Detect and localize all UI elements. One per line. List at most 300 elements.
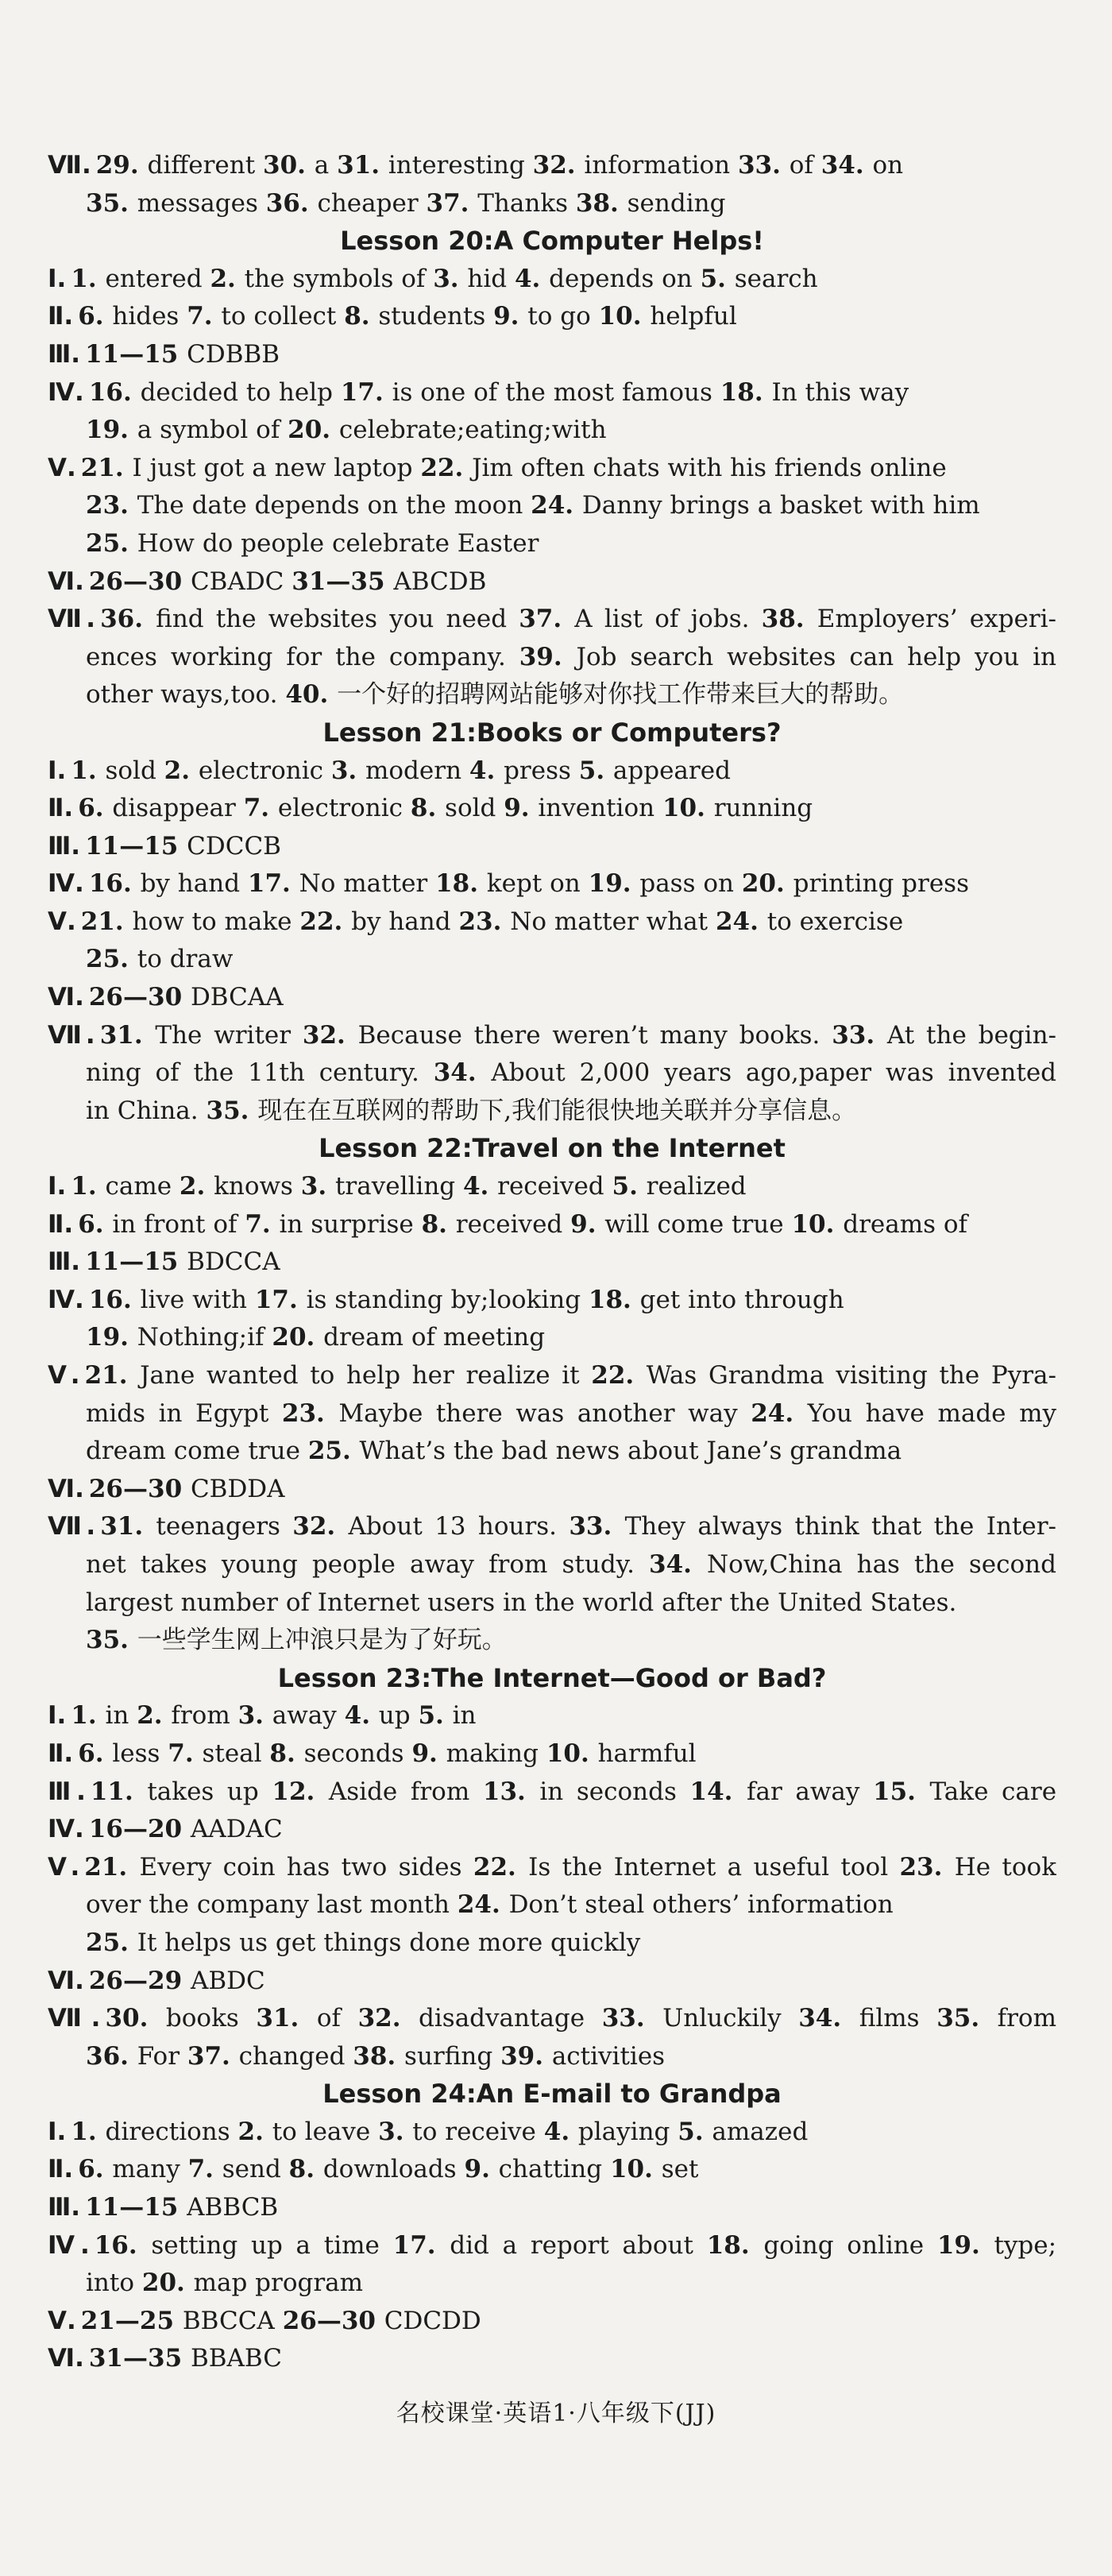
answer-text: on — [872, 151, 904, 180]
answer-text: kept on — [486, 869, 581, 899]
answer-text: printing press — [793, 869, 969, 899]
answer-line — [48, 1168, 1056, 1206]
continued-text: ning of the 11th century. — [86, 1058, 419, 1088]
answer-text: Danny brings a basket with him — [581, 491, 980, 520]
question-number: 22. — [473, 1852, 529, 1882]
answer-text: will come true — [604, 1209, 784, 1239]
answer-text: modern — [365, 756, 462, 785]
section-numeral: Ⅰ. — [48, 1701, 67, 1731]
answer-text: For — [137, 2041, 180, 2071]
question-number: 32. — [532, 151, 585, 180]
question-number: 38. — [353, 2041, 405, 2071]
answer-line — [48, 1244, 1056, 1282]
question-number: 5. — [578, 756, 613, 785]
question-number: 25. — [307, 1437, 360, 1466]
question-number: 9. — [570, 1209, 605, 1239]
answer-text: Don’t steal others’ information — [508, 1890, 894, 1920]
answer-text: About 13 hours. — [348, 1512, 558, 1541]
section-numeral: Ⅱ. — [48, 794, 74, 823]
question-number: 24. — [751, 1398, 808, 1428]
answer-text: entered — [105, 264, 203, 293]
question-number: 17. — [392, 2230, 450, 2260]
question-number: 23. — [899, 1852, 955, 1882]
question-number: 16. — [88, 869, 141, 899]
answer-text: They always think that the Inter- — [624, 1512, 1056, 1541]
answer-line — [48, 487, 1056, 525]
question-number: 32. — [302, 1020, 358, 1050]
answer-text: hides — [112, 302, 180, 331]
question-number: 26—29 — [88, 1966, 191, 1995]
question-number: 10. — [609, 2155, 662, 2184]
question-number: 7. — [243, 794, 278, 823]
question-number: 35. — [206, 1096, 258, 1125]
question-number: 31—35 — [292, 567, 394, 596]
answer-text: I just got a new laptop — [132, 453, 413, 482]
question-number: 35. — [86, 188, 137, 218]
answer-text: in — [452, 1701, 477, 1731]
answer-line — [48, 676, 1056, 714]
question-number: 21. — [84, 1852, 140, 1882]
answer-text: by hand — [351, 907, 451, 936]
answer-text: amazed — [712, 2117, 809, 2146]
continued-text: into — [86, 2269, 135, 2298]
answer-text: No matter what — [510, 907, 709, 936]
question-number: 33. — [601, 2004, 663, 2033]
answer-text: disadvantage — [419, 2004, 585, 2033]
question-number: 18. — [720, 377, 772, 407]
answer-text: to leave — [272, 2117, 371, 2146]
question-number: 24. — [457, 1890, 509, 1920]
answer-text: came — [105, 1172, 172, 1201]
answer-text: did a report about — [450, 2230, 693, 2260]
lesson-heading: Lesson 20:A Computer Helps! — [340, 226, 764, 257]
question-number: 19. — [588, 869, 640, 899]
answer-text: find the websites you need — [156, 605, 508, 634]
question-number: 26—30 — [88, 567, 191, 596]
answer-text: invention — [538, 794, 655, 823]
section-numeral: Ⅳ. — [48, 869, 84, 899]
question-number: 17. — [254, 1285, 307, 1314]
answer-line — [48, 1886, 1056, 1924]
question-number: 31. — [99, 1020, 156, 1050]
question-number: 38. — [575, 188, 627, 218]
answer-line — [48, 1584, 1056, 1623]
answer-text: CDBBB — [187, 339, 280, 369]
section-numeral: Ⅲ. — [48, 831, 81, 861]
answer-text: pass on — [639, 869, 734, 899]
answer-line — [48, 2038, 1056, 2076]
answer-line — [48, 1357, 1056, 1395]
answer-text: information — [584, 151, 731, 180]
question-number: 12. — [272, 1777, 329, 1806]
answer-line — [48, 1093, 1056, 1131]
question-number: 8. — [344, 302, 379, 331]
question-number: 35. — [936, 2004, 998, 2033]
answer-line — [48, 563, 1056, 601]
answer-line — [48, 336, 1056, 374]
answer-text: Unluckily — [662, 2004, 782, 2033]
question-number: 4. — [344, 1701, 379, 1731]
answer-text: takes up — [147, 1777, 259, 1806]
answer-text: changed — [238, 2041, 346, 2071]
answer-line — [48, 1206, 1056, 1244]
answer-text: Jim often chats with his friends online — [472, 453, 947, 482]
answer-line — [48, 865, 1056, 903]
answer-text: far away — [747, 1777, 860, 1806]
section-numeral: Ⅱ. — [48, 1209, 74, 1239]
answer-text: sold — [105, 756, 156, 785]
question-number: 36. — [100, 605, 156, 634]
question-number: 39. — [519, 642, 577, 671]
lesson-heading: Lesson 21:Books or Computers? — [322, 717, 782, 748]
answer-line — [48, 1735, 1056, 1773]
answer-text: in seconds — [539, 1777, 677, 1806]
question-number: 33. — [737, 151, 790, 180]
continued-text: mids in Egypt — [86, 1398, 269, 1428]
answer-text: a — [314, 151, 330, 180]
question-number: 25. — [86, 945, 137, 974]
answer-line — [48, 1849, 1056, 1887]
question-number: 31. — [256, 2004, 317, 2033]
answer-text: cheaper — [317, 188, 419, 218]
question-number: 8. — [410, 794, 446, 823]
answer-text: Thanks — [477, 188, 569, 218]
answer-text: chatting — [498, 2155, 603, 2184]
question-number: 18. — [435, 869, 487, 899]
question-number: 32. — [357, 2004, 419, 2033]
answer-text: get into through — [639, 1285, 844, 1314]
answer-text: travelling — [334, 1172, 456, 1201]
answer-text: appeared — [612, 756, 731, 785]
answer-text: making — [446, 1739, 539, 1768]
question-number: 21. — [80, 453, 133, 482]
question-number: 30. — [105, 2004, 166, 2033]
question-number: 4. — [543, 2117, 578, 2146]
question-number: 33. — [832, 1020, 887, 1050]
question-number: 11—15 — [85, 2193, 187, 2222]
page-footer: 名校课堂·英语1·八年级下(JJ) — [396, 2400, 716, 2427]
question-number: 8. — [269, 1739, 304, 1768]
question-number: 22. — [591, 1361, 647, 1390]
answer-text: different — [147, 151, 256, 180]
question-number: 9. — [464, 2155, 499, 2184]
answer-text: dreams of — [843, 1209, 968, 1239]
answer-text: the symbols of — [244, 264, 426, 293]
section-numeral: Ⅴ. — [48, 2306, 76, 2335]
answer-text: What’s the bad news about Jane’s grandma — [359, 1437, 902, 1466]
answer-line — [48, 1697, 1056, 1735]
question-number: 7. — [168, 1739, 203, 1768]
answer-text: AADAC — [190, 1815, 283, 1844]
answer-text: surfing — [404, 2041, 493, 2071]
answer-text: It helps us get things done more quickly — [137, 1928, 641, 1957]
answer-text: up — [378, 1701, 411, 1731]
question-number: 4. — [514, 264, 550, 293]
answer-text: knows — [214, 1172, 293, 1201]
answer-text: How do people celebrate Easter — [137, 528, 539, 558]
answer-line — [48, 2189, 1056, 2227]
answer-key-content — [48, 147, 1056, 2378]
question-number: 11—15 — [85, 831, 187, 861]
question-number: 31. — [337, 151, 388, 180]
answer-text: of — [316, 2004, 341, 2033]
answer-text: Maybe there was another way — [338, 1398, 738, 1428]
answer-line — [48, 261, 1056, 299]
question-number: 31—35 — [88, 2344, 191, 2373]
section-numeral: Ⅳ. — [48, 1285, 84, 1314]
answer-line — [48, 2000, 1056, 2038]
answer-text: helpful — [650, 302, 737, 331]
answer-text: in front of — [112, 1209, 237, 1239]
section-numeral: Ⅴ. — [48, 1361, 80, 1390]
answer-text: CBADC — [190, 567, 284, 596]
answer-text: decided to help — [140, 377, 333, 407]
section-numeral: Ⅳ. — [48, 2230, 90, 2260]
question-number: 24. — [531, 491, 582, 520]
question-number: 20. — [288, 416, 339, 445]
continued-text: in China. — [86, 1096, 199, 1125]
section-numeral: Ⅴ. — [48, 907, 76, 936]
answer-line — [48, 941, 1056, 979]
answer-text: in — [105, 1701, 129, 1731]
lesson-heading: Lesson 23:The Internet—Good or Bad? — [277, 1662, 827, 1693]
answer-text: harmful — [597, 1739, 697, 1768]
answer-text: No matter — [299, 869, 428, 899]
section-numeral: Ⅰ. — [48, 264, 67, 293]
answer-text: 一个好的招聘网站能够对你找工作带来巨大的帮助。 — [337, 680, 904, 710]
question-number: 1. — [71, 1701, 106, 1731]
question-number: 16—20 — [88, 1815, 191, 1844]
answer-line — [48, 790, 1056, 828]
section-numeral: Ⅵ. — [48, 1474, 84, 1503]
answer-text: less — [112, 1739, 160, 1768]
answer-text: Employers’ experi- — [817, 605, 1056, 634]
question-number: 20. — [141, 2269, 194, 2298]
question-number: 31. — [100, 1512, 156, 1541]
question-number: 40. — [285, 680, 338, 710]
question-number: 14. — [689, 1777, 747, 1806]
answer-line — [48, 1811, 1056, 1849]
answer-text: Take care — [929, 1777, 1056, 1806]
answer-text: realized — [646, 1172, 747, 1201]
answer-text: The writer — [155, 1020, 292, 1050]
question-number: 6. — [78, 794, 113, 823]
question-number: 25. — [86, 1928, 137, 1957]
section-numeral: Ⅶ. — [48, 1020, 95, 1050]
answer-text: electronic — [198, 756, 323, 785]
continued-text: largest number of Internet users in the world after the United States. — [86, 1588, 957, 1617]
question-number: 3. — [433, 264, 468, 293]
question-number: 2. — [137, 1701, 172, 1731]
answer-line — [48, 1319, 1056, 1357]
answer-text: BBABC — [190, 2344, 282, 2373]
answer-line — [48, 1054, 1056, 1093]
answer-text: books — [165, 2004, 239, 2033]
answer-text: a symbol of — [137, 416, 280, 445]
answer-text: is standing by;looking — [306, 1285, 581, 1314]
answer-line — [48, 2114, 1056, 2152]
answer-line — [48, 1017, 1056, 1055]
question-number: 1. — [71, 2117, 106, 2146]
answer-text: messages — [137, 188, 258, 218]
question-number: 10. — [598, 302, 651, 331]
question-number: 7. — [245, 1209, 280, 1239]
answer-text: by hand — [140, 869, 241, 899]
question-number: 24. — [715, 907, 767, 936]
continued-text: ences working for the company. — [86, 642, 506, 671]
question-number: 20. — [272, 1323, 324, 1352]
section-numeral: Ⅲ. — [48, 2193, 81, 2222]
continued-text: net takes young people away from study. — [86, 1549, 635, 1579]
answer-text: A list of jobs. — [574, 605, 750, 634]
answer-text: interesting — [388, 151, 525, 180]
answer-text: celebrate;eating;with — [338, 416, 607, 445]
question-number: 9. — [504, 794, 539, 823]
answer-text: many — [112, 2155, 180, 2184]
question-number: 10. — [791, 1209, 844, 1239]
question-number: 6. — [78, 2155, 113, 2184]
answer-text: 一些学生网上冲浪只是为了好玩。 — [137, 1626, 507, 1655]
answer-text: ABBCB — [187, 2193, 279, 2222]
answer-text: In this way — [771, 377, 909, 407]
question-number: 7. — [187, 302, 222, 331]
question-number: 2. — [210, 264, 245, 293]
section-numeral: Ⅶ. — [48, 2004, 101, 2033]
question-number: 4. — [462, 1172, 498, 1201]
question-number: 37. — [519, 605, 575, 634]
question-number: 39. — [500, 2041, 552, 2071]
answer-text: seconds — [303, 1739, 404, 1768]
answer-text: to exercise — [766, 907, 904, 936]
question-number: 26—30 — [282, 2306, 384, 2335]
question-number: 37. — [187, 2041, 239, 2071]
answer-text: type; — [994, 2230, 1056, 2260]
answer-text: to draw — [137, 945, 234, 974]
question-number: 11—15 — [85, 1247, 187, 1277]
question-number: 5. — [612, 1172, 647, 1201]
answer-text: About 2,000 years ago,paper was invented — [491, 1058, 1056, 1088]
answer-line — [48, 450, 1056, 488]
section-numeral: Ⅰ. — [48, 2117, 67, 2146]
answer-text: Nothing;if — [137, 1323, 264, 1352]
answer-text: students — [378, 302, 486, 331]
question-number: 6. — [78, 1209, 113, 1239]
answer-text: from — [997, 2004, 1056, 2033]
question-number: 9. — [493, 302, 528, 331]
answer-line — [48, 374, 1056, 412]
answer-line — [48, 1546, 1056, 1584]
continued-text: dream come true — [86, 1437, 300, 1466]
section-numeral: Ⅵ. — [48, 2344, 84, 2373]
question-number: 3. — [300, 1172, 335, 1201]
question-number: 34. — [798, 2004, 859, 2033]
answer-text: map program — [193, 2269, 364, 2298]
answer-line — [48, 828, 1056, 866]
question-number: 26—30 — [88, 983, 191, 1012]
question-number: 38. — [761, 605, 817, 634]
question-number: 32. — [292, 1512, 349, 1541]
answer-text: He took — [954, 1852, 1056, 1882]
answer-text: away — [272, 1701, 337, 1731]
question-number: 23. — [458, 907, 511, 936]
section-numeral: Ⅲ. — [48, 339, 81, 369]
answer-text: electronic — [277, 794, 403, 823]
question-number: 36. — [265, 188, 318, 218]
answer-text: is one of the most famous — [392, 377, 712, 407]
question-number: 7. — [187, 2155, 222, 2184]
answer-text: BBCCA — [182, 2306, 275, 2335]
question-number: 33. — [569, 1512, 625, 1541]
answer-text: depends on — [549, 264, 693, 293]
question-number: 9. — [411, 1739, 446, 1768]
answer-line — [48, 1924, 1056, 1963]
question-number: 19. — [936, 2230, 994, 2260]
answer-text: to receive — [412, 2117, 536, 2146]
section-numeral: Ⅰ. — [48, 756, 67, 785]
answer-text: BDCCA — [187, 1247, 280, 1277]
answer-line — [48, 147, 1056, 185]
answer-text: Now,China has the second — [706, 1549, 1056, 1579]
section-numeral: Ⅱ. — [48, 302, 74, 331]
continued-text: other ways,too. — [86, 680, 278, 710]
answer-text: how to make — [132, 907, 292, 936]
question-number: 19. — [86, 416, 137, 445]
answer-line — [48, 2340, 1056, 2378]
answer-text: to go — [527, 302, 591, 331]
section-numeral: Ⅵ. — [48, 1966, 84, 1995]
answer-text: The date depends on the moon — [137, 491, 523, 520]
question-number: 6. — [78, 302, 113, 331]
question-number: 11—15 — [85, 339, 187, 369]
question-number: 18. — [588, 1285, 640, 1314]
section-numeral: Ⅶ. — [48, 1512, 96, 1541]
answer-text: from — [171, 1701, 230, 1731]
question-number: 3. — [330, 756, 365, 785]
question-number: 1. — [71, 264, 106, 293]
answer-text: live with — [140, 1285, 247, 1314]
question-number: 20. — [741, 869, 793, 899]
question-number: 5. — [678, 2117, 712, 2146]
answer-text: received — [497, 1172, 604, 1201]
section-numeral: Ⅱ. — [48, 2155, 74, 2184]
answer-text: dream of meeting — [323, 1323, 546, 1352]
answer-line — [48, 1471, 1056, 1509]
answer-text: CDCDD — [384, 2306, 481, 2335]
section-numeral: Ⅳ. — [48, 1815, 84, 1844]
answer-line — [48, 1963, 1056, 2001]
section-numeral: Ⅵ. — [48, 567, 84, 596]
answer-text: Because there weren’t many books. — [357, 1020, 820, 1050]
answer-text: At the begin- — [886, 1020, 1056, 1050]
answer-line — [48, 2151, 1056, 2189]
answer-line — [48, 2227, 1056, 2265]
question-number: 2. — [164, 756, 199, 785]
question-number: 21—25 — [80, 2306, 183, 2335]
section-numeral: Ⅳ. — [48, 377, 84, 407]
section-numeral: Ⅴ. — [48, 1852, 80, 1882]
answer-text: ABDC — [190, 1966, 265, 1995]
answer-text: setting up a time — [151, 2230, 380, 2260]
answer-text: teenagers — [156, 1512, 280, 1541]
section-numeral: Ⅵ. — [48, 983, 84, 1012]
question-number: 30. — [263, 151, 315, 180]
answer-text: disappear — [112, 794, 236, 823]
answer-text: sending — [627, 188, 726, 218]
question-number: 10. — [546, 1739, 598, 1768]
question-number: 17. — [340, 377, 392, 407]
answer-text: search — [734, 264, 818, 293]
question-number: 16. — [94, 2230, 152, 2260]
